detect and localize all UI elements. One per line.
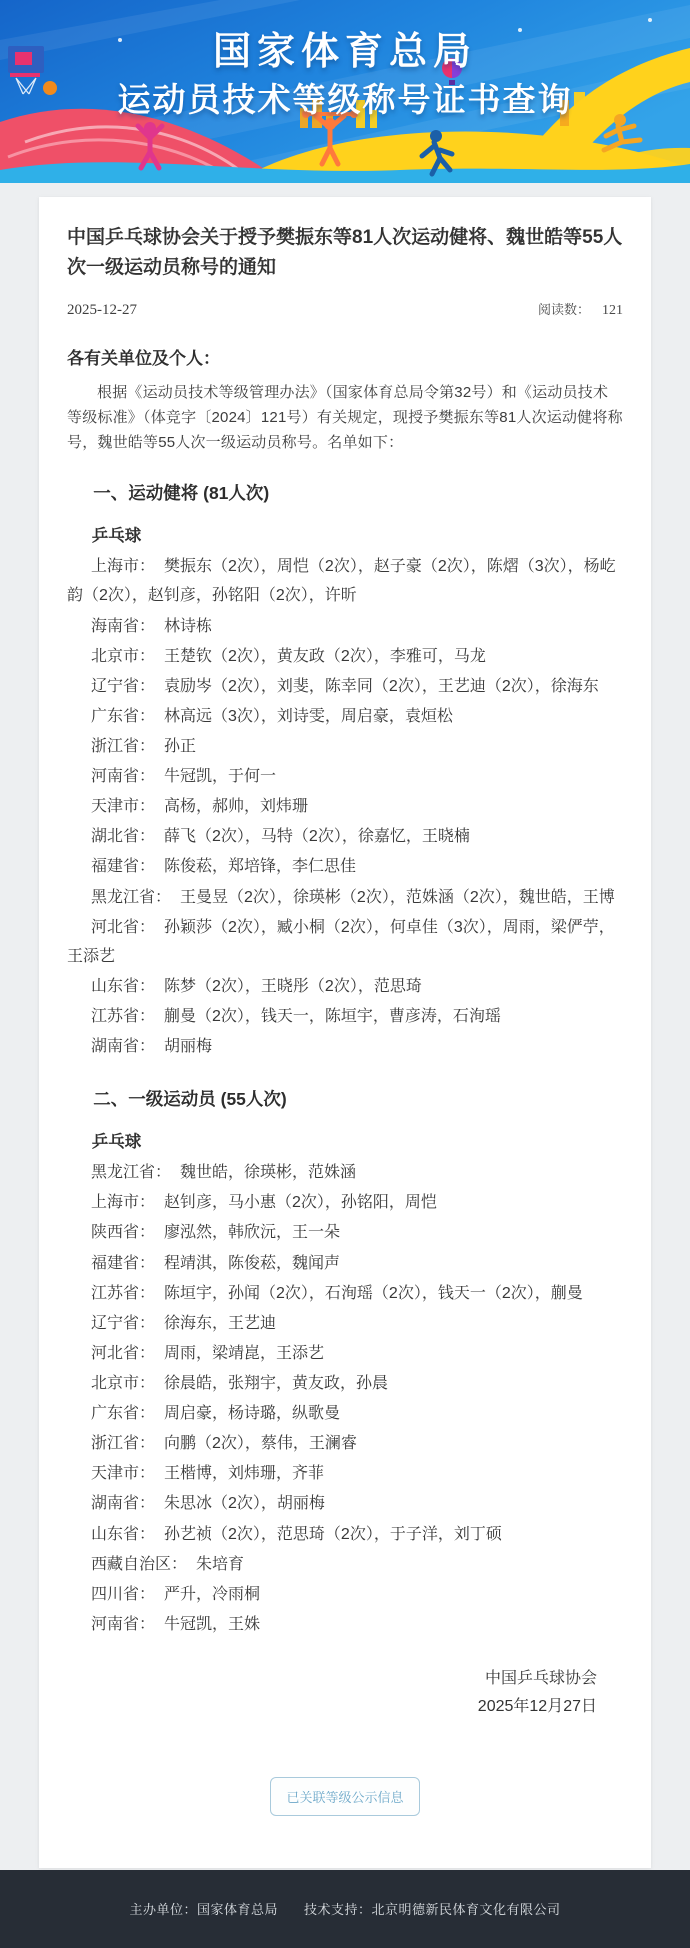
province-entry: [67, 642, 623, 671]
province-label: 广东省：: [91, 707, 156, 725]
province-label: 西藏自治区：: [91, 1555, 188, 1573]
province-entry: [67, 762, 623, 791]
signature-org: 中国乒乓球协会: [484, 1669, 597, 1687]
read-count: [538, 299, 623, 319]
province-label: 四川省：: [91, 1585, 156, 1603]
signature-block: [67, 1665, 623, 1721]
section-entries: [67, 552, 623, 1061]
province-label: 湖南省：: [91, 1038, 156, 1056]
province-label: 黑龙江省：: [91, 888, 172, 906]
athlete-names: 魏世皓，徐瑛彬，范姝涵: [180, 1164, 357, 1182]
athlete-names: 高杨，郝帅，刘炜珊: [164, 798, 309, 816]
province-label: 河南省：: [91, 1615, 156, 1633]
article-meta: [67, 299, 623, 319]
province-label: 山东省：: [91, 1525, 156, 1543]
province-entry: [67, 792, 623, 821]
athlete-names: 王楷博，刘炜珊，齐菲: [164, 1465, 325, 1483]
athlete-names: 程靖淇，陈俊菘，魏闻声: [164, 1254, 341, 1272]
province-entry: [67, 1279, 623, 1308]
footer-organizer: 主办单位：国家体育总局: [129, 1902, 278, 1918]
signature-date: 2025年12月27日: [477, 1697, 597, 1715]
read-count-value: 121: [602, 302, 623, 318]
athlete-names: 袁励岑（2次），刘斐，陈幸同（2次），王艺迪（2次），徐海东: [164, 677, 599, 695]
province-label: 江苏省：: [91, 1007, 156, 1025]
province-label: 河北省：: [91, 1344, 156, 1362]
province-label: 浙江省：: [91, 738, 156, 755]
grade-section: [67, 1086, 623, 1639]
athlete-names: 王楚钦（2次），黄友政（2次），李雅可，马龙: [164, 647, 486, 665]
province-entry: [67, 1520, 623, 1549]
athlete-names: 孙颖莎（2次），臧小桐（2次），何卓佳（3次），周雨，梁俨苧，王添艺: [67, 918, 615, 965]
page-footer: [0, 1870, 690, 1948]
intro-paragraph: 根据《运动员技术等级管理办法》（国家体育总局令第32号）和《运动员技术等级标准》（体竞字〔2024〕121号）有关规定，现授予樊振东等81人次运动健将称号，魏世皓等55人次一级运动员称号。名单如下：: [67, 383, 623, 452]
province-entry: [67, 1369, 623, 1398]
article-title: 中国乒乓球协会关于授予樊振东等81人次运动健将、魏世皓等55人次一级运动员称号的通知: [67, 227, 623, 279]
notice-card: [39, 197, 651, 1868]
athlete-names: 林诗栋: [164, 617, 213, 635]
section-heading: 一、运动健将 (81人次): [93, 483, 270, 504]
banner-title-line2: 运动员技术等级称号证书查询: [117, 81, 573, 118]
province-label: 山东省：: [91, 977, 156, 995]
athlete-names: 廖泓然，韩欣沅，王一朵: [164, 1224, 341, 1242]
athlete-names: 朱思冰（2次），胡丽梅: [164, 1495, 325, 1513]
province-entry: [67, 913, 623, 971]
athlete-names: 徐海东，王艺迪: [164, 1314, 277, 1332]
province-entry: [67, 1218, 623, 1247]
athlete-names: 牛冠凯，于何一: [164, 768, 277, 786]
province-entry: [67, 1550, 623, 1579]
province-label: 河北省：: [91, 918, 156, 936]
province-entry: [67, 612, 623, 641]
province-entry: [67, 852, 623, 881]
province-entry: [67, 1489, 623, 1518]
read-count-label: 阅读数：: [537, 301, 590, 317]
athlete-names: 胡丽梅: [164, 1038, 213, 1056]
province-label: 浙江省：: [91, 1435, 156, 1453]
section-sport: 乒乓球: [91, 1133, 142, 1152]
province-entry: [67, 1610, 623, 1639]
grade-section: [67, 480, 623, 1061]
section-sport: 乒乓球: [91, 527, 142, 546]
athlete-names: 周启豪，杨诗璐，纵歌曼: [164, 1405, 341, 1423]
athlete-names: 薛飞（2次），马特（2次），徐嘉忆，王晓楠: [164, 828, 470, 846]
province-label: 辽宁省：: [91, 677, 156, 695]
athlete-names: 蒯曼（2次），钱天一，陈垣宇，曹彦涛，石洵瑶: [164, 1007, 501, 1025]
province-entry: [67, 822, 623, 851]
section-entries: [67, 1158, 623, 1639]
athlete-names: 徐晨皓，张翔宇，黄友政，孙晨: [164, 1374, 389, 1392]
province-label: 上海市：: [91, 558, 156, 576]
province-entry: [67, 1032, 623, 1061]
athlete-names: 赵钊彦，马小惠（2次），孙铭阳，周恺: [164, 1194, 437, 1212]
province-label: 福建省：: [91, 1254, 156, 1272]
province-entry: [67, 552, 623, 610]
province-label: 海南省：: [91, 617, 156, 635]
province-entry: [67, 672, 623, 701]
sections: [67, 480, 623, 1639]
banner-illustration: [0, 0, 690, 183]
athlete-names: 牛冠凯，王姝: [164, 1615, 261, 1633]
province-entry: [67, 702, 623, 731]
banner-title-line1: 国家体育总局: [212, 31, 477, 73]
athlete-names: 周雨，梁靖崑，王添艺: [164, 1344, 325, 1362]
province-label: 天津市：: [91, 798, 156, 816]
province-label: 上海市：: [91, 1194, 156, 1212]
province-entry: [67, 1158, 623, 1187]
salutation: 各有关单位及个人：: [67, 348, 220, 368]
athlete-names: 孙艺祯（2次），范思琦（2次），于子洋，刘丁硕: [164, 1525, 502, 1543]
province-entry: [67, 1188, 623, 1217]
province-entry: [67, 1309, 623, 1338]
province-label: 陕西省：: [91, 1224, 156, 1242]
province-entry: [67, 1429, 623, 1458]
athlete-names: 向鹏（2次），蔡伟，王澜睿: [164, 1435, 357, 1453]
province-entry: [67, 972, 623, 1001]
athlete-names: 樊振东（2次），周恺（2次），赵子豪（2次），陈熠（3次），杨屹韵（2次），赵钊彦，孙铭阳（2次），许昕: [67, 558, 616, 605]
province-label: 广东省：: [91, 1405, 156, 1423]
province-entry: [67, 1249, 623, 1278]
province-label: 江苏省：: [91, 1284, 156, 1302]
province-entry: [67, 1459, 623, 1488]
province-label: 黑龙江省：: [91, 1164, 172, 1182]
athlete-names: 林高远（3次），刘诗雯，周启豪，袁烜松: [164, 707, 453, 725]
province-label: 北京市：: [91, 647, 156, 665]
banner: [0, 0, 690, 183]
province-label: 河南省：: [91, 768, 156, 786]
province-entry: [67, 1002, 623, 1031]
province-label: 天津市：: [91, 1465, 156, 1483]
athlete-names: 朱培育: [196, 1555, 245, 1573]
section-heading: 二、一级运动员 (55人次): [93, 1089, 287, 1110]
athlete-names: 陈梦（2次），王晓彤（2次），范思琦: [164, 977, 422, 995]
province-entry: [67, 883, 623, 912]
related-grade-info-button[interactable]: 已关联等级公示信息: [270, 1777, 419, 1816]
province-label: 福建省：: [91, 858, 156, 876]
province-entry: [67, 1339, 623, 1368]
athlete-names: 严升，冷雨桐: [164, 1585, 261, 1603]
province-entry: [67, 732, 623, 761]
footer-tech-support: 技术支持：北京明德新民体育文化有限公司: [304, 1902, 561, 1918]
athlete-names: 陈垣宇，孙闻（2次），石洵瑶（2次），钱天一（2次），蒯曼: [164, 1284, 583, 1302]
related-button-row: [67, 1777, 623, 1816]
athlete-names: 孙正: [164, 738, 197, 755]
province-label: 湖北省：: [91, 828, 156, 846]
athlete-names: 陈俊菘，郑培锋，李仁思佳: [164, 858, 357, 876]
province-label: 北京市：: [91, 1374, 156, 1392]
publish-date: 2025-12-27: [67, 301, 137, 318]
province-entry: [67, 1399, 623, 1428]
province-entry: [67, 1580, 623, 1609]
province-label: 湖南省：: [91, 1495, 156, 1513]
athlete-names: 王曼昱（2次），徐瑛彬（2次），范姝涵（2次），魏世皓，王博: [180, 888, 615, 906]
province-label: 辽宁省：: [91, 1314, 156, 1332]
